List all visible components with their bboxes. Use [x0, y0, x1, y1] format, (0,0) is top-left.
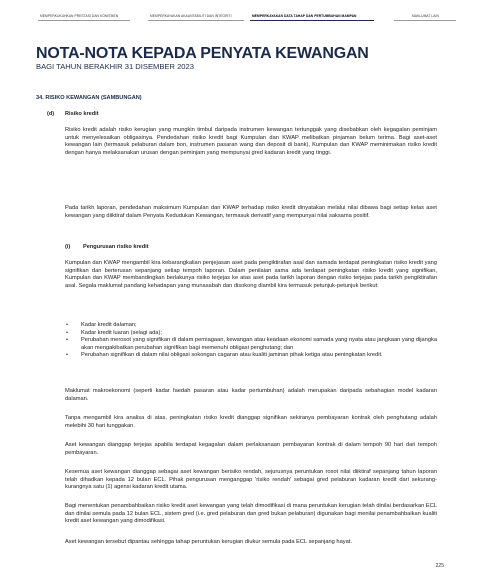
- page-title: NOTA-NOTA KEPADA PENYATA KEWANGAN: [36, 45, 369, 62]
- nav-divider: [148, 20, 244, 21]
- indicator-list: [65, 322, 437, 360]
- nav-tab-prestasi[interactable]: MEMPERKUKUHKAN PRESTASI DAN KOMITMEN: [40, 14, 119, 18]
- paragraph: Kumpulan dan KWAP mengambil kira kebarangkalian penjejasan aset pada pengiktirafan asal dan samada terdapat peningkatan risiko kredit yang signifikan dan berterusan sepanjang setiap tempoh laporan. Dalam penilaian sama ada terdapat peningkatan risiko kredit yang signifikan, Kumpulan dan KWAP membandingkan berlakunya risiko terjejas ke atas aset pada tarikh laporan dengan risiko terjejas pada tarikh pengiktirafan asal. Segala maklumat pandang kehadapan yang munasabah dan disokong diambil kira termasuk petunjuk-petunjuk berikut:: [65, 260, 437, 289]
- nav-divider: [394, 20, 456, 21]
- bullet-icon: •: [66, 322, 68, 328]
- top-navigation: [38, 14, 456, 28]
- nav-tab-akauntabiliti[interactable]: MEMPERKAYAKAN AKAUNTABILITI DAN INTEGRITI: [150, 14, 232, 18]
- bullet-icon: •: [66, 352, 68, 359]
- paragraph: Kesemua aset kewangan dianggap sebagai aset kewangan berisiko rendah, sejurusnya peruntukan rosot nilai diiktiraf sepanjang tahun laporan telah dihadkan kepada 12 bulan ECL. Pihak pengurusan menganggap 'risiko rendah' sebagai gred pelaburan kadaran kredit dari sekurang-kurangnya satu (1) agensi kadaran kredit utama.: [65, 469, 437, 491]
- subsection-letter: (d): [47, 111, 55, 117]
- sub-subsection-title: Pengurusan risiko kredit: [83, 244, 149, 250]
- list-item: • Perubahan merosot yang signifikan di dalam perniagaan, kewangan atau keadaan ekonomi samada yang nyata atau jangkaan yang dijangka akan mengakibatkan perubahan signifikan bagi memenuhi obligasi penghutang; dan: [66, 337, 437, 351]
- list-item: • Perubahan signifikan di dalam nilai obligasi sokongan cagaran atau kualiti jaminan pihak ketiga atau peningkatan kredit.: [66, 352, 383, 359]
- page-number: 225: [435, 563, 444, 569]
- nav-tab-maklumat-lain[interactable]: MAKLUMAT LAIN: [412, 14, 439, 18]
- section-heading: 34. RISIKO KEWANGAN (SAMBUNGAN): [36, 95, 142, 101]
- list-item: • Kadar kredit luaran (selagi ada);: [66, 329, 162, 336]
- sub-subsection-heading: [65, 244, 149, 250]
- paragraph: Pada tarikh laporan, pendedahan maksimum Kumpulan dan KWAP terhadap risiko kredit dinyatakan melalui nilai dibawa bagi setiap kelas aset kewangan yang diiktiraf dalam Penyata Kedudukan Kewangan, termasuk derivatif yang mempunyai nilai saksama positif.: [65, 205, 437, 219]
- nav-divider: [38, 20, 130, 21]
- paragraph: Tanpa mengambil kira analisa di atas, peningkatan risiko kredit dianggap signifikan sekiranya pembayaran kontrak oleh penghutang adalah melebihi 30 hari tunggakan.: [65, 415, 437, 429]
- nav-active-indicator: [250, 20, 374, 21]
- subsection-title: Risiko kredit: [65, 111, 99, 117]
- page-subtitle: BAGI TAHUN BERAKHIR 31 DISEMBER 2023: [36, 62, 194, 71]
- paragraph: Risiko kredit adalah risiko kerugian yang mungkin timbul daripada instrumen kewangan tertunggak yang disebabkan oleh kegagalan peminjam untuk menyelesaikan obligasinya. Pendedahan risiko kredit bagi Kumpulan dan KWAP melibatkan pinjaman belum terima. Bagi aset-aset kewangan lain (termasuk pelaburan dalam bon, instrumen pasaran wang dan deposit di bank), Kumpulan dan KWAP meminimakan risiko kredit dengan hanya melaksanakan urusan dengan peminjam yang mempunyai gred kadaran kredit yang tinggi.: [65, 127, 437, 156]
- paragraph: Aset kewangan dianggap terjejas apabila terdapat kegagalan dalam perlaksanaan pembayaran kontrak di dalam tempoh 90 hari dari tempoh pembayaran.: [65, 442, 437, 456]
- bullet-icon: •: [66, 337, 68, 344]
- paragraph: Aset kewangan tersebut dipantau sehingga tahap peruntukan kerugian diukur semula pada ECL sepanjang hayat.: [65, 539, 352, 545]
- nav-tab-data-tahap[interactable]: MEMPERKAYAKAN DATA TAHAP DAN PERTUMBUHAN MAMPAN: [252, 14, 357, 18]
- bullet-icon: •: [66, 329, 68, 336]
- paragraph: Bagi menentukan penambahbaikan risiko kredit aset kewangan yang telah dimodifikasi di mana peruntukan kerugian telah dinilai berdasarkan ECL dan dinilai semula pada 12 bulan ECL, sistem gred (i.e. gred pelaburan dan gred bukan pelaburan) digunakan bagi menilai penambahbaikan kualiti kredit aset kewangan yang dimodifikasi.: [65, 503, 437, 525]
- paragraph: Maklumat makroekonomi (seperti kadar faedah pasaran atau kadar pertumbuhan) adalah merupakan daripada sebahagian model kadaran dalaman.: [65, 388, 437, 402]
- list-item: • Kadar kredit dalaman;: [66, 322, 137, 328]
- sub-subsection-number: (i): [65, 244, 71, 250]
- subsection-heading: [47, 111, 99, 117]
